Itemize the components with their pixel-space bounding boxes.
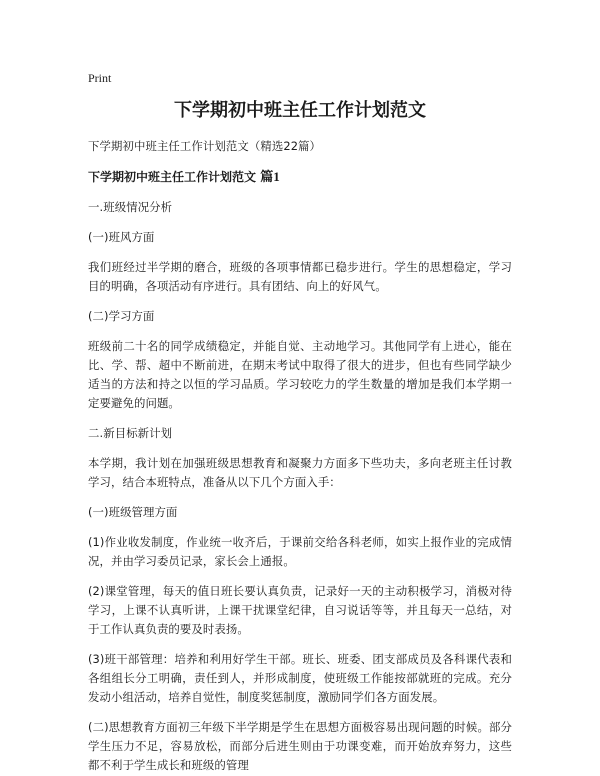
paragraph-homework-policy: (1)作业收发制度，作业统一收齐后，于课前交给各科老师，如实上报作业的完成情况，并由学习委员记录，家长会上通报。 <box>88 535 512 568</box>
paragraph-ideology-education: (二)思想教育方面初三年级下半学期是学生在思想方面极容易出现问题的时候。部分学生压力不足，容易放松，而部分后进生则由于功课变难，而开始放弃努力，这些都不利于学生成长和班级的管理 <box>88 720 512 772</box>
document-title: 下学期初中班主任工作计划范文 <box>174 100 426 121</box>
section-heading-text: 下学期初中班主任工作计划范文 <box>88 170 257 184</box>
paragraph-class-style-body: 我们班经过半学期的磨合，班级的各项事情都已稳步进行。学生的思想稳定，学习目的明确，各项活动有序进行。具有团结、向上的好风气。 <box>88 260 512 293</box>
document-subtitle: 下学期初中班主任工作计划范文（精选22篇） <box>88 139 322 153</box>
print-label[interactable]: Print <box>88 71 112 85</box>
paragraph-study-heading: (二)学习方面 <box>88 309 155 323</box>
paragraph-new-goals-body: 本学期，我计划在加强班级思想教育和凝聚力方面多下些功夫，多向老班主任讨教学习，结合本班特点，准备从以下几个方面入手： <box>88 456 512 489</box>
paragraph-cadre-management: (3)班干部管理：培养和利用好学生干部。班长、班委、团支部成员及各科课代表和各组组长分工明确，责任到人，并形成制度，使班级工作能按部就班的完成。充分发动小组活动，培养自觉性，制度奖惩制度，激励同学们各方面发展。 <box>88 652 512 704</box>
paragraph-classroom-management: (2)课堂管理，每天的值日班长要认真负责，记录好一天的主动积极学习，消极对待学习，上课不认真听讲，上课干扰课堂纪律，自习说话等等，并且每天一总结，对于工作认真负责的要及时表扬。 <box>88 584 512 636</box>
paragraph-class-style-heading: (一)班风方面 <box>88 230 155 244</box>
paragraph-management-heading: (一)班级管理方面 <box>88 505 178 519</box>
paragraph-class-analysis-heading: 一.班级情况分析 <box>88 200 173 214</box>
paragraph-study-body: 班级前二十名的同学成绩稳定，并能自觉、主动地学习。其他同学有上进心，能在比、学、帮、超中不断前进，在期末考试中取得了很大的进步，但也有些同学缺少适当的方法和持之以恒的学习品质。学习较吃力的学生数量的增加是我们本学期一定要避免的问题。 <box>88 339 512 410</box>
section-heading <box>88 167 512 187</box>
section-heading-suffix: 篇1 <box>260 169 280 184</box>
paragraph-new-goals-heading: 二.新目标新计划 <box>88 426 173 440</box>
